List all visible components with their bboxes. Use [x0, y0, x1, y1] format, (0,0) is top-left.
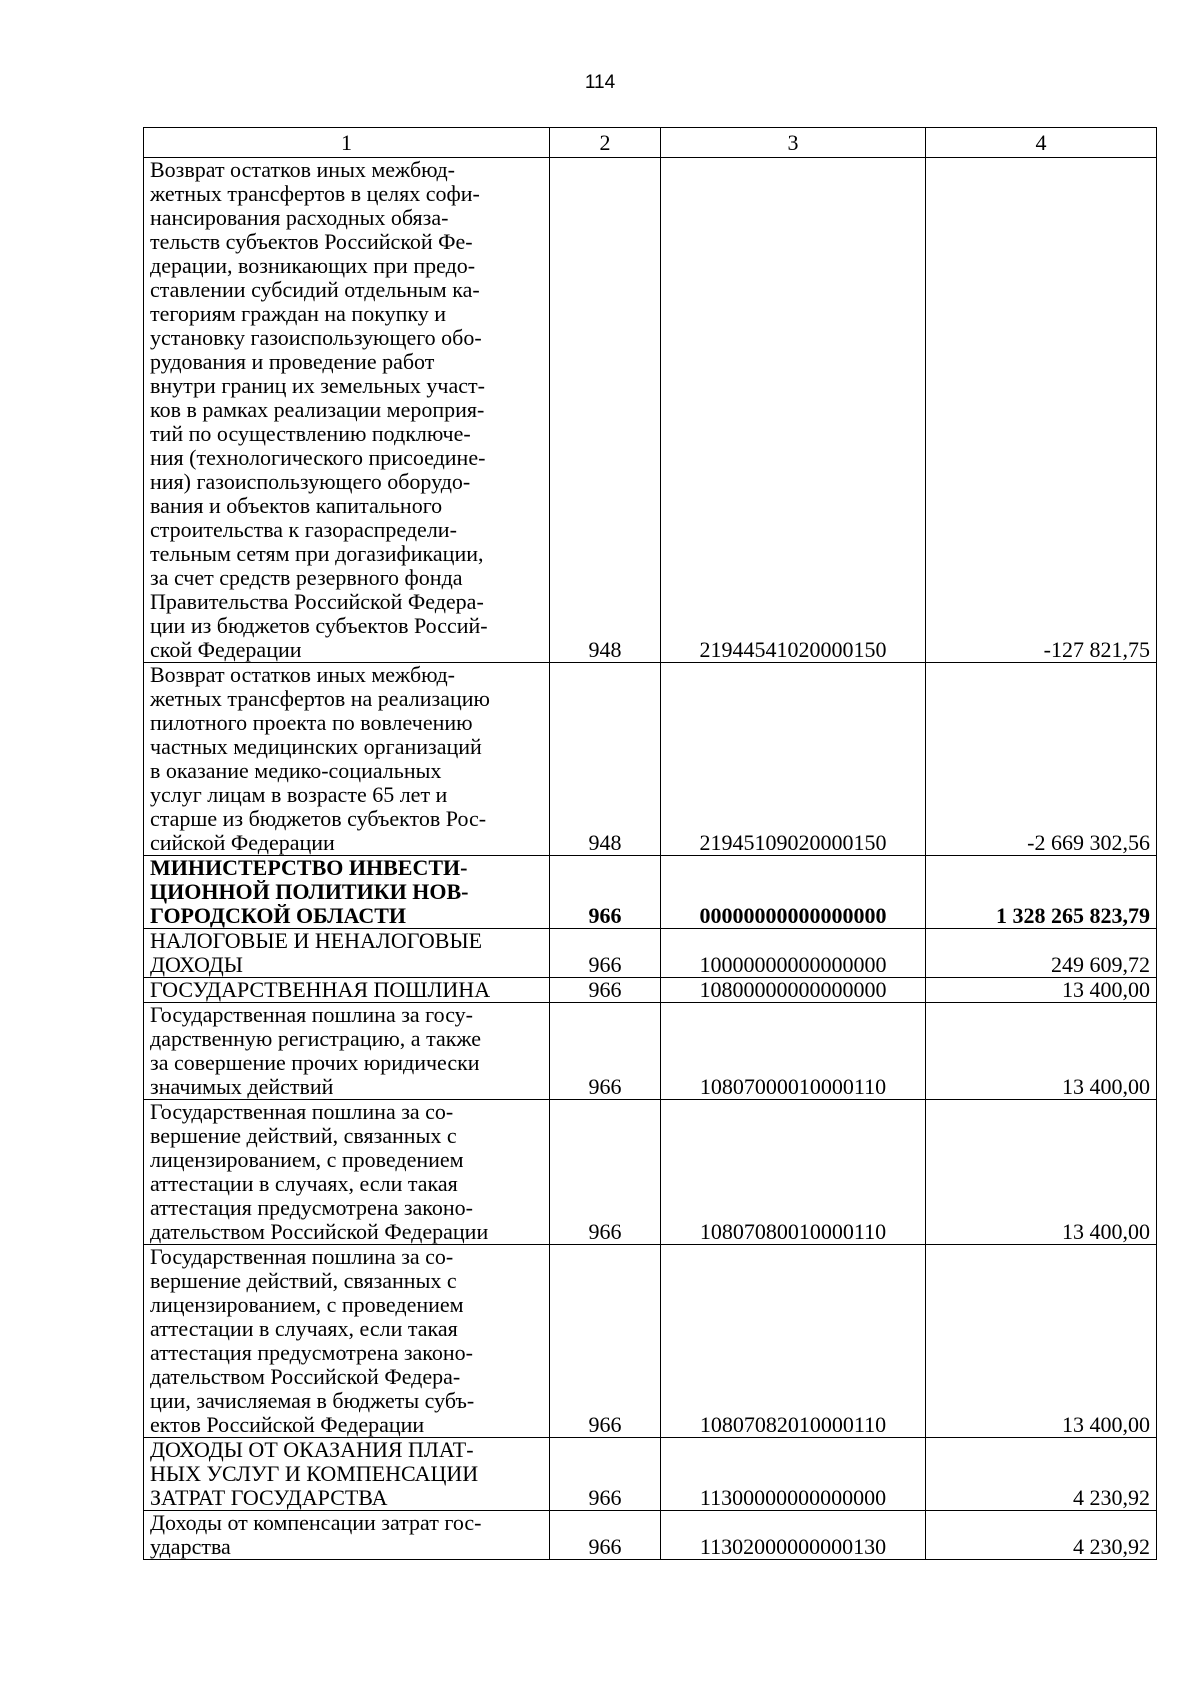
table-row — [144, 158, 1157, 663]
row-amount-cell: -127 821,75 — [926, 158, 1157, 663]
row-kbk-cell: 10807080010000110 — [661, 1100, 926, 1245]
budget-table — [143, 127, 1157, 1560]
row-name-cell: Государственная пошлина за госу- дарственную регистрацию, а также за совершение прочих юридически значимых действий — [144, 1003, 550, 1100]
table-body — [144, 158, 1157, 1560]
row-kbk-cell: 11300000000000000 — [661, 1438, 926, 1511]
row-amount-cell: 13 400,00 — [926, 978, 1157, 1003]
table-row — [144, 1100, 1157, 1245]
row-code-cell: 966 — [550, 1245, 661, 1438]
table-row — [144, 856, 1157, 929]
page-number: 114 — [584, 72, 616, 93]
row-code-cell: 966 — [550, 1511, 661, 1560]
table-row — [144, 978, 1157, 1003]
header-cell-2: 2 — [550, 128, 661, 158]
row-name-cell: Возврат остатков иных межбюд- жетных трансфертов на реализацию пилотного проекта по вовлечению частных медицинских организаций в оказание медико-социальных услуг лицам в возрасте 65 лет и старше из бюджетов субъектов Рос- сийской Федерации — [144, 663, 550, 856]
row-amount-cell: 4 230,92 — [926, 1511, 1157, 1560]
row-name-cell: Возврат остатков иных межбюд- жетных трансфертов в целях софи- нансирования расходных обяза- тельств субъектов Российской Фе- дерации, возникающих при предо- ставлении субсидий отдельным ка- тегориям граждан на покупку и установку газоиспользующего обо- рудования и проведение работ внутри границ их земельных участ- ков в рамках реализации мероприя- тий по осуществлению подключе- ния (технологического присоедине- ния) газоиспользующего оборудо- вания и объектов капитального строительства к газораспредели- тельным сетям при догазификации, за счет средств резервного фонда Правительства Российской Федера- ции из бюджетов субъектов Россий- ской Федерации — [144, 158, 550, 663]
row-name-cell: Доходы от компенсации затрат гос- ударства — [144, 1511, 550, 1560]
row-amount-cell: -2 669 302,56 — [926, 663, 1157, 856]
row-kbk-cell: 11302000000000130 — [661, 1511, 926, 1560]
row-name-cell: ГОСУДАРСТВЕННАЯ ПОШЛИНА — [144, 978, 550, 1003]
row-kbk-cell: 00000000000000000 — [661, 856, 926, 929]
row-kbk-cell: 21945109020000150 — [661, 663, 926, 856]
row-code-cell: 948 — [550, 663, 661, 856]
row-code-cell: 966 — [550, 1003, 661, 1100]
row-code-cell: 966 — [550, 1438, 661, 1511]
row-code-cell: 966 — [550, 929, 661, 978]
table-row — [144, 929, 1157, 978]
header-cell-1: 1 — [144, 128, 550, 158]
row-amount-cell: 249 609,72 — [926, 929, 1157, 978]
header-cell-3: 3 — [661, 128, 926, 158]
row-code-cell: 966 — [550, 1100, 661, 1245]
row-kbk-cell: 21944541020000150 — [661, 158, 926, 663]
row-kbk-cell: 10807082010000110 — [661, 1245, 926, 1438]
row-code-cell: 966 — [550, 978, 661, 1003]
row-amount-cell: 13 400,00 — [926, 1100, 1157, 1245]
table-row — [144, 663, 1157, 856]
table-row — [144, 1003, 1157, 1100]
row-amount-cell: 1 328 265 823,79 — [926, 856, 1157, 929]
row-code-cell: 948 — [550, 158, 661, 663]
row-amount-cell: 13 400,00 — [926, 1003, 1157, 1100]
row-name-cell: Государственная пошлина за со- вершение действий, связанных с лицензированием, с проведением аттестации в случаях, если такая аттестация предусмотрена законо- дательством Российской Федерации — [144, 1100, 550, 1245]
table-row — [144, 1245, 1157, 1438]
row-amount-cell: 4 230,92 — [926, 1438, 1157, 1511]
row-name-cell: ДОХОДЫ ОТ ОКАЗАНИЯ ПЛАТ- НЫХ УСЛУГ И КОМПЕНСАЦИИ ЗАТРАТ ГОСУДАРСТВА — [144, 1438, 550, 1511]
table-row — [144, 1511, 1157, 1560]
row-name-cell: НАЛОГОВЫЕ И НЕНАЛОГОВЫЕ ДОХОДЫ — [144, 929, 550, 978]
row-kbk-cell: 10807000010000110 — [661, 1003, 926, 1100]
row-name-cell: МИНИСТЕРСТВО ИНВЕСТИ- ЦИОННОЙ ПОЛИТИКИ НОВ- ГОРОДСКОЙ ОБЛАСТИ — [144, 856, 550, 929]
row-amount-cell: 13 400,00 — [926, 1245, 1157, 1438]
header-cell-4: 4 — [926, 128, 1157, 158]
header-row — [144, 128, 1157, 158]
table-row — [144, 1438, 1157, 1511]
row-kbk-cell: 10000000000000000 — [661, 929, 926, 978]
row-name-cell: Государственная пошлина за со- вершение действий, связанных с лицензированием, с проведением аттестации в случаях, если такая аттестация предусмотрена законо- дательством Российской Федера- ции, зачисляемая в бюджеты субъ- ектов Российской Федерации — [144, 1245, 550, 1438]
row-kbk-cell: 10800000000000000 — [661, 978, 926, 1003]
row-code-cell: 966 — [550, 856, 661, 929]
